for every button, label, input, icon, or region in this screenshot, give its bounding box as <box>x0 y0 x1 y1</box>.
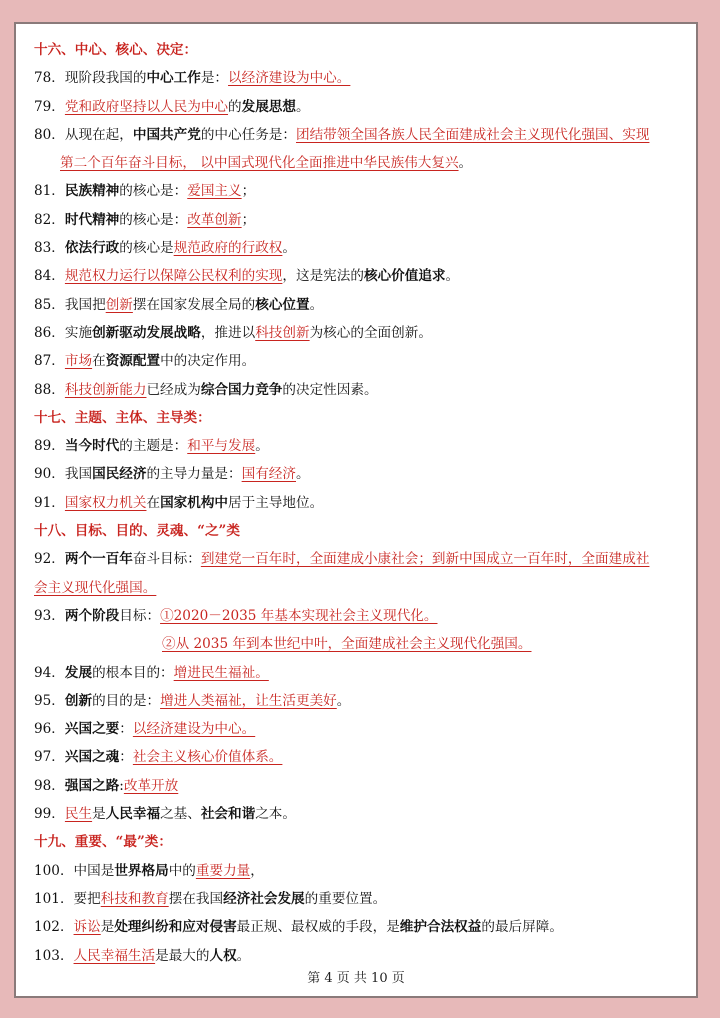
item-92: 92．两个一百年奋斗目标：到建党一百年时，全面建成小康社会；到新中国成立一百年时，全面建成社 <box>34 551 650 568</box>
section-heading-17: 十七、主题、主体、主导类： <box>34 409 211 426</box>
item-92-continued <box>34 574 690 602</box>
item-95: 95．创新的目的是：增进人类福祉，让生活更美好。 <box>34 692 351 709</box>
answer-blank: 国有经济 <box>241 466 296 483</box>
item-86: 86．实施创新驱动发展战略，推进以科技创新为核心的全面创新。 <box>34 324 432 341</box>
item-88: 88．科技创新能力已经成为综合国力竞争的决定性因素。 <box>34 381 378 398</box>
section-heading-18: 十八、目标、目的、灵魂、“之”类 <box>34 523 240 540</box>
answer-blank: 民生 <box>64 806 93 823</box>
answer-blank: 规范权力运行以保障公民权利的实现 <box>64 268 283 285</box>
item-79: 79．党和政府坚持以人民为中心的发展思想。 <box>34 98 310 115</box>
item-83: 83．依法行政的核心是规范政府的行政权。 <box>34 240 296 257</box>
answer-blank: 改革创新 <box>187 211 242 228</box>
answer-blank: 社会主义核心价值体系。 <box>132 749 283 766</box>
item-91: 91．国家权力机关在国家机构中居于主导地位。 <box>34 494 324 511</box>
answer-blank: 以经济建设为中心。 <box>228 70 351 87</box>
item-80-continued: 第二个百年奋斗目标， 以中国式现代化全面推进中华民族伟大复兴。 <box>60 155 473 172</box>
answer-blank: ①2020－2035 年基本实现社会主义现代化。 <box>160 607 438 624</box>
item-98: 98．强国之路:改革开放 <box>34 777 179 794</box>
item-87: 87．市场在资源配置中的决定作用。 <box>34 353 256 370</box>
answer-blank: 市场 <box>64 353 93 370</box>
item-93: 93．两个阶段目标：①2020－2035 年基本实现社会主义现代化。 <box>34 607 438 624</box>
item-78: 78．现阶段我国的中心工作是：以经济建设为中心。 <box>34 70 351 87</box>
answer-blank: ②从 2035 年到本世纪中叶，全面建成社会主义现代化强国。 <box>162 636 532 653</box>
item-96: 96．兴国之要：以经济建设为中心。 <box>34 721 256 738</box>
item-90: 90．我国国民经济的主导力量是：国有经济。 <box>34 466 310 483</box>
section-heading-19: 十九、重要、“最”类： <box>34 834 172 851</box>
item-81: 81．民族精神的核心是：爱国主义； <box>34 183 256 200</box>
answer-blank: 科技和教育 <box>100 890 169 907</box>
item-99: 99．民生是人民幸福之基、社会和谐之本。 <box>34 806 296 823</box>
answer-blank: 到建党一百年时，全面建成小康社会；到新中国成立一百年时，全面建成社 <box>200 551 650 568</box>
item-80: 80．从现在起，中国共产党的中心任务是：团结带领全国各族人民全面建成社会主义现代化强国、实现 <box>34 126 650 143</box>
answer-blank: 改革开放 <box>123 777 179 794</box>
answer-blank: 诉讼 <box>73 919 101 936</box>
answer-blank: 科技创新能力 <box>64 381 147 398</box>
answer-blank: 党和政府坚持以人民为中心 <box>64 98 229 115</box>
item-89: 89．当今时代的主题是：和平与发展。 <box>34 438 269 455</box>
item-100: 100．中国是世界格局中的重要力量， <box>34 862 264 879</box>
item-85: 85．我国把创新摆在国家发展全局的核心位置。 <box>34 296 324 313</box>
answer-blank: 以经济建设为中心。 <box>132 721 256 738</box>
item-102: 102．诉讼是处理纠纷和应对侵害最正规、最权威的手段，是维护合法权益的最后屏障。 <box>34 919 563 936</box>
item-84: 84．规范权力运行以保障公民权利的实现，这是宪法的核心价值追求。 <box>34 268 460 285</box>
answer-blank: 创新 <box>105 296 133 313</box>
document-page <box>14 22 698 998</box>
answer-blank: 会主义现代化强国。 <box>34 579 157 596</box>
answer-blank: 科技创新 <box>255 324 310 341</box>
item-103: 103．人民幸福生活是最大的人权。 <box>34 947 251 964</box>
item-93-continued <box>34 630 690 658</box>
item-94: 94．发展的根本目的：增进民生福祉。 <box>34 664 269 681</box>
answer-blank: 和平与发展 <box>187 438 256 455</box>
answer-blank: 增进民生福祉。 <box>173 664 269 681</box>
answer-blank: 国家权力机关 <box>64 494 147 511</box>
answer-blank: 重要力量 <box>195 862 251 879</box>
answer-blank: 增进人类福祉，让生活更美好 <box>160 692 337 709</box>
answer-blank: 爱国主义 <box>187 183 242 200</box>
item-101: 101．要把科技和教育摆在我国经济社会发展的重要位置。 <box>34 890 387 907</box>
page-footer: 第 4 页 共 10 页 <box>307 971 405 986</box>
answer-blank: 规范政府的行政权 <box>173 240 283 257</box>
item-97: 97．兴国之魂：社会主义核心价值体系。 <box>34 749 283 766</box>
section-heading-16: 十六、中心、核心、决定： <box>34 42 198 58</box>
answer-blank: 团结带领全国各族人民全面建成社会主义现代化强国、实现 <box>296 126 650 143</box>
page-content <box>34 36 690 970</box>
answer-blank: 人民幸福生活 <box>73 947 156 964</box>
answer-blank: 第二个百年奋斗目标， 以中国式现代化全面推进中华民族伟大复兴 <box>60 155 459 172</box>
item-82: 82．时代精神的核心是：改革创新； <box>34 211 256 228</box>
